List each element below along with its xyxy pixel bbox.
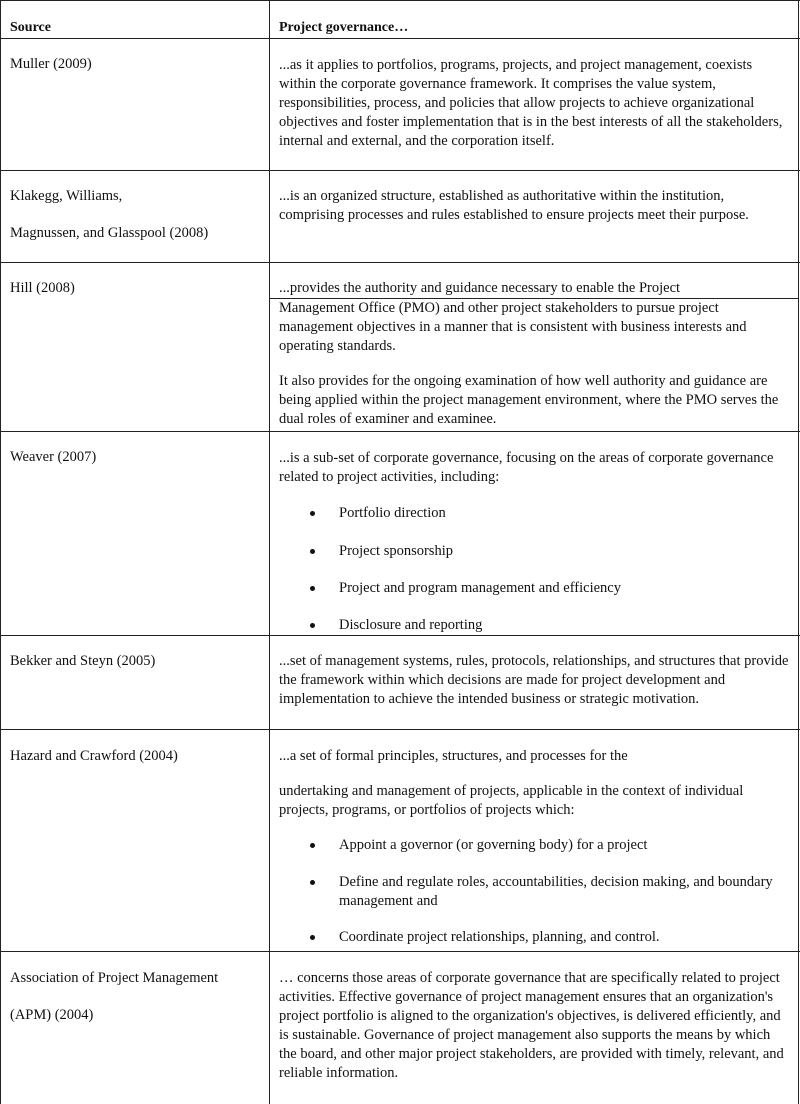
row-divider xyxy=(0,729,800,730)
row-divider xyxy=(0,635,800,636)
bullet-icon xyxy=(310,623,315,628)
row-definition-hill xyxy=(279,279,791,298)
definition-text: It also provides for the ongoing examination of how well authority and guidance are being applied within the project management environment, where the PMO serves the dual roles of examiner and examinee. xyxy=(279,373,779,427)
bullet-icon xyxy=(310,880,315,885)
row-definition-muller xyxy=(279,56,791,151)
list-item-text: Project sponsorship xyxy=(339,543,453,559)
row-source-muller xyxy=(10,55,265,74)
source-line: Weaver (2007) xyxy=(10,449,97,465)
source-line: Hazard and Crawford (2004) xyxy=(10,748,178,764)
row-source-apm xyxy=(10,969,265,1025)
definition-text: Management Office (PMO) and other project stakeholders to pursue project management objectives in a manner that is consistent with business interests and operating standards. xyxy=(279,300,747,354)
row-source-bekker xyxy=(10,652,265,671)
row-source-weaver xyxy=(10,448,265,467)
list-item xyxy=(279,616,791,635)
definition-text: ...provides the authority and guidance necessary to enable the Project xyxy=(279,280,681,296)
header-definition: Project governance… xyxy=(279,20,409,35)
row-definition-hazard xyxy=(279,747,791,947)
definition-text: ...as it applies to portfolios, programs, projects, and project management, coexists within the corporate governance framework. It comprises the value system, responsibilities, process, and policies that allow projects to achieve organizational objectives and foster implementation that is in the best interests of all the stakeholders, internal and external, and the corporation itself. xyxy=(279,57,783,149)
source-line: Klakegg, Williams, xyxy=(10,188,123,204)
list-item-text: Coordinate project relationships, planning, and control. xyxy=(339,929,660,945)
list-item-text: Define and regulate roles, accountabilities, decision making, and boundary management and xyxy=(339,874,773,909)
row-divider xyxy=(0,38,800,39)
row-definition-bekker xyxy=(279,652,791,709)
definition-text: ...is an organized structure, established as authoritative within the institution, comprising processes and rules established to ensure projects meet their purpose. xyxy=(279,188,749,223)
bullet-icon xyxy=(310,843,315,848)
source-line: Association of Project Management xyxy=(10,970,219,986)
row-definition-hill-continued xyxy=(279,299,791,429)
list-item xyxy=(279,579,791,598)
source-line: Magnussen, and Glasspool (2008) xyxy=(10,225,209,241)
list-item xyxy=(279,504,791,523)
row-definition-apm xyxy=(279,969,791,1083)
bullet-icon xyxy=(310,586,315,591)
source-line: Bekker and Steyn (2005) xyxy=(10,653,156,669)
list-item-text: Project and program management and efficiency xyxy=(339,580,621,596)
bullet-icon xyxy=(310,549,315,554)
row-divider xyxy=(0,0,800,1)
source-line: Muller (2009) xyxy=(10,56,92,72)
row-source-hill xyxy=(10,279,265,298)
table-border-left xyxy=(0,0,1,1104)
column-divider xyxy=(269,0,270,1104)
row-definition-klakegg xyxy=(279,187,791,225)
definition-text: undertaking and management of projects, applicable in the context of individual projects, programs, or portfolios of projects which: xyxy=(279,783,744,818)
row-divider xyxy=(0,951,800,952)
definition-text: ...is a sub-set of corporate governance, focusing on the areas of corporate governance related to project activities, including: xyxy=(279,450,774,485)
row-definition-weaver xyxy=(279,449,791,635)
definition-text: ...a set of formal principles, structures, and processes for the xyxy=(279,748,628,764)
row-divider xyxy=(0,431,800,432)
table-border-right xyxy=(798,0,799,1104)
row-source-klakegg xyxy=(10,187,265,243)
source-line: Hill (2008) xyxy=(10,280,75,296)
list-item-text: Portfolio direction xyxy=(339,505,446,521)
row-divider xyxy=(0,262,800,263)
list-item-text: Disclosure and reporting xyxy=(339,617,483,633)
list-item-text: Appoint a governor (or governing body) for a project xyxy=(339,837,648,853)
list-item xyxy=(279,928,791,947)
header-source: Source xyxy=(10,20,51,35)
bullet-icon xyxy=(310,511,315,516)
definition-text: ...set of management systems, rules, protocols, relationships, and structures that provide the framework within which decisions are made for project development and implementation to achieve the intended business or strategic motivation. xyxy=(279,653,789,707)
list-item xyxy=(279,873,791,911)
row-divider xyxy=(0,170,800,171)
row-source-hazard xyxy=(10,747,265,766)
list-item xyxy=(279,542,791,561)
list-item xyxy=(279,836,791,855)
definition-text: … concerns those areas of corporate governance that are specifically related to project activities. Effective governance of project management ensures that an organization's project portfolio is aligned to the organization's objectives, is delivered efficiently, and is sustainable. Governance of project management also supports the means by which the board, and other major project stakeholders, are provided with timely, relevant, and reliable information. xyxy=(279,970,784,1081)
bullet-icon xyxy=(310,935,315,940)
source-line: (APM) (2004) xyxy=(10,1007,94,1023)
